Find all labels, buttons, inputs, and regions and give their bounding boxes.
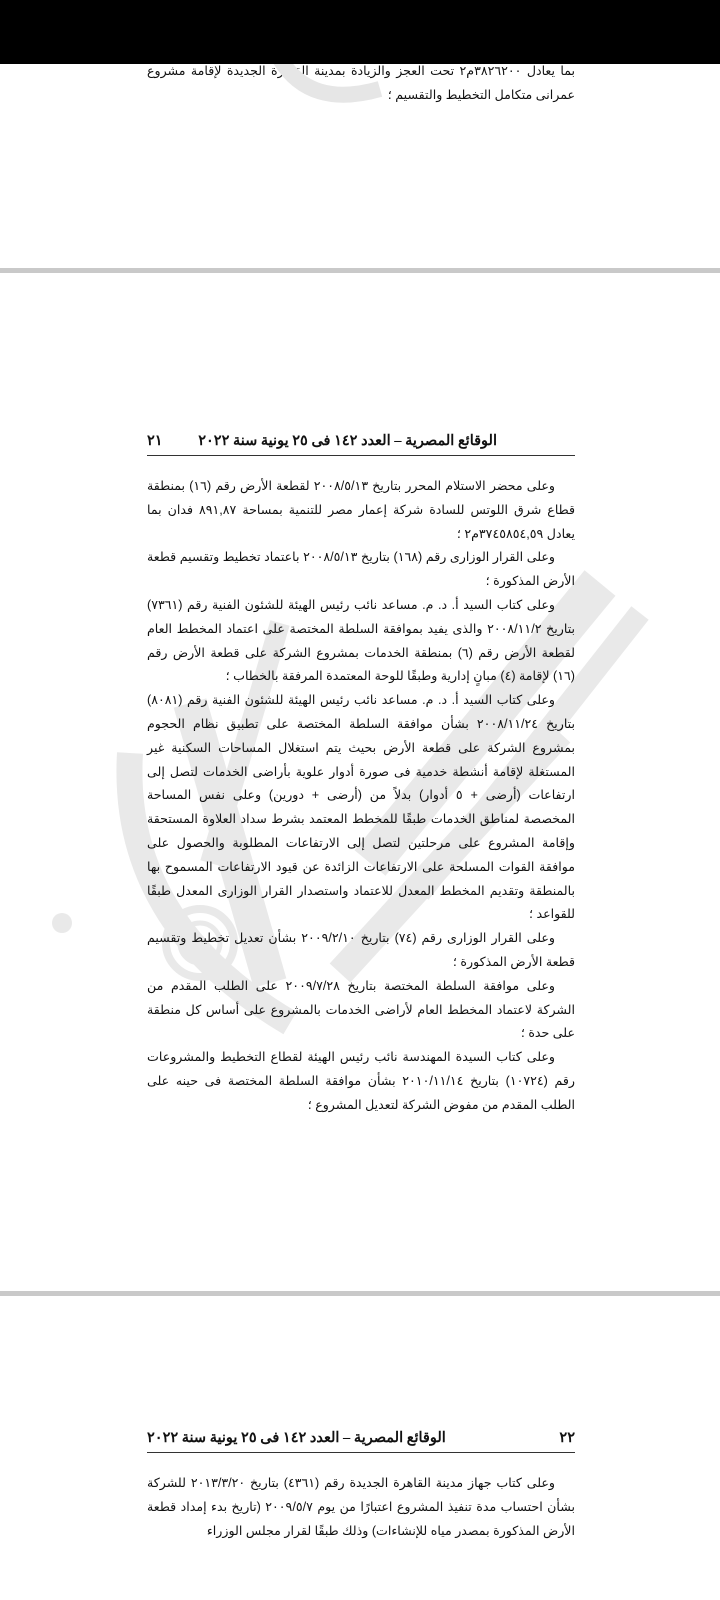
page-22 (0, 1296, 720, 1600)
page-text (147, 475, 575, 1118)
page-fragment-top (0, 64, 720, 268)
paragraph: وعلى كتاب جهاز مدينة القاهرة الجديدة رقم (٤٣٦١) بتاريخ ٢٠١٣/٣/٢٠ للشركة بشأن احتساب مدة تنفيذ المشروع اعتبارًا من يوم ٢٠٠٩/٥/٧ (تاريخ بدء إمداد قطعة الأرض المذكورة بمصدر مياه للإنشاءات) وذلك طبقًا لقرار مجلس الوزراء (147, 1476, 575, 1538)
top-black-bar (0, 0, 720, 64)
paragraph: وعلى القرار الوزارى رقم (١٦٨) بتاريخ ٢٠٠٨/٥/١٣ باعتماد تخطيط وتقسيم قطعة الأرض المذكورة ؛ (147, 550, 575, 589)
paragraph: وعلى موافقة السلطة المختصة بتاريخ ٢٠٠٩/٧/٢٨ على الطلب المقدم من الشركة لاعتماد المخطط العام لأراضى الخدمات بالمشروع على أساس كل منطقة على حدة ؛ (147, 978, 575, 1041)
page-header (147, 1430, 575, 1453)
page-21 (0, 273, 720, 1291)
page-number: ٢١ (147, 433, 163, 449)
paragraph: وعلى محضر الاستلام المحرر بتاريخ ٢٠٠٨/٥/١٣ لقطعة الأرض رقم (١٦) بمنطقة قطاع شرق اللوتس للسادة شركة إعمار مصر للتنمية بمساحة ٨٩١,٨٧ فدان بما يعادل ٣٧٤٥٨٥٤,٥٩م٢ ؛ (147, 479, 576, 541)
paragraph: وعلى كتاب السيدة المهندسة نائب رئيس الهيئة لقطاع التخطيط والمشروعات رقم (١٠٧٢٤) بتاريخ ٢٠١٠/١١/١٤ بشأن موافقة السلطة المختصة فى حينه على الطلب المقدم من مفوض الشركة لتعديل المشروع ؛ (147, 1050, 575, 1112)
page-text (147, 1472, 575, 1543)
page-number: ٢٢ (559, 1430, 575, 1446)
page-text (147, 64, 575, 108)
paragraph: وعلى القرار الوزارى رقم (٧٤) بتاريخ ٢٠٠٩/٢/١٠ بشأن تعديل تخطيط وتقسيم قطعة الأرض المذكورة ؛ (147, 931, 575, 969)
page-header-title: الوقائع المصرية – العدد ١٤٢ فى ٢٥ يونية سنة ٢٠٢٢ (147, 1430, 446, 1446)
paragraph: وعلى كتاب السيد أ. د. م. مساعد نائب رئيس الهيئة للشئون الفنية رقم (٧٣٦١) بتاريخ ٢٠٠٨/١١/٢ والذى يفيد بموافقة السلطة المختصة على اعتماد المخطط العام لقطعة الأرض رقم (٦) بمنطقة الخدمات بمشروع الشركة على قطعة الأرض رقم (١٦) لإقامة (٤) مبانٍ إدارية وطبقًا للوحة المعتمدة المرفقة بالخطاب ؛ (147, 597, 576, 684)
page-header-title: الوقائع المصرية – العدد ١٤٢ فى ٢٥ يونية سنة ٢٠٢٢ (198, 433, 497, 449)
paragraph: وعلى كتاب السيد أ. د. م. مساعد نائب رئيس الهيئة للشئون الفنية رقم (٨٠٨١) بتاريخ ٢٠٠٨/١١/٢٤ بشأن موافقة السلطة المختصة على تطبيق نظام الحجوم بمشروع الشركة على قطعة الأرض بحيث يتم استغلال المساحات السكنية غير المستغلة لإقامة أنشطة خدمية فى صورة أدوار علوية بأراضى الخدمات لتصل إلى ارتفاعات (أرضى + ٥ أدوار) بدلاً من (أرضى + دورين) وعلى نفس المساحة المخصصة لمناطق الخدمات طبقًا للمخطط المعتمد بشرط سداد العلاوة المستحقة وإقامة المشروع على مرحلتين لتصل إلى الارتفاعات المطلوبة والحصول على موافقة القوات المسلحة على الارتفاعات الزائدة عن قيود الارتفاعات المسموح بها بالمنطقة وتقديم المخطط المعدل للاعتماد واستصدار القرار الوزارى المعدل طبقًا للقواعد ؛ (147, 693, 575, 922)
page-header (147, 433, 575, 456)
paragraph: بما يعادل ٣٨٢٦٢٠٠م٢ تحت العجز والزيادة بمدينة القاهرة الجديدة لإقامة مشروع عمرانى متكامل التخطيط والتقسيم ؛ (147, 64, 575, 102)
